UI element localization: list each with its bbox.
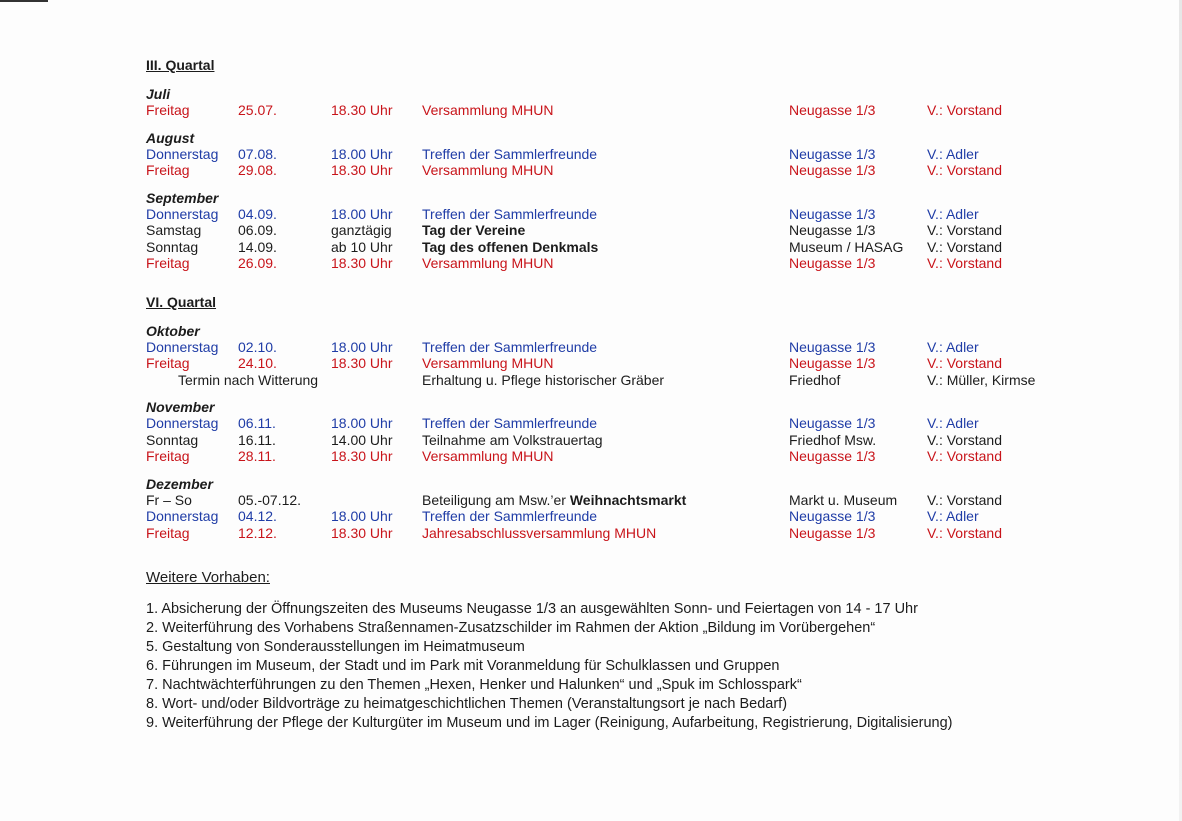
event-lead: V.: Adler <box>927 145 979 162</box>
event-lead: V.: Adler <box>927 508 979 524</box>
q3-schedule <box>146 86 1146 272</box>
event-time: 18.30 Uhr <box>331 524 393 541</box>
event-time: 18.30 Uhr <box>331 255 393 271</box>
event-lead: V.: Vorstand <box>927 162 1002 178</box>
event-day: Freitag <box>146 102 190 118</box>
event-place: Neugasse 1/3 <box>789 102 876 118</box>
month-name: Oktober <box>146 322 200 339</box>
event-date: 07.08. <box>238 145 277 162</box>
further-plan-item: 7. Nachtwächterführungen zu den Themen „Hexen, Henker und Halunken“ und „Spuk im Schlosspark“ <box>146 677 802 693</box>
event-time: 18.00 Uhr <box>331 415 393 431</box>
event-day: Samstag <box>146 222 202 238</box>
event-row <box>146 239 1146 256</box>
event-time: 18.30 Uhr <box>331 162 393 178</box>
event-text: Versammlung MHUN <box>422 255 554 271</box>
further-plan-item: 6. Führungen im Museum, der Stadt und im Park mit Voranmeldung für Schulklassen und Gruppen <box>146 658 780 674</box>
event-row <box>146 415 1146 432</box>
event-place: Neugasse 1/3 <box>789 222 876 238</box>
event-lead: V.: Müller, Kirmse <box>927 371 1036 388</box>
event-row <box>146 222 1146 239</box>
event-text: Treffen der Sammlerfreunde <box>422 508 598 524</box>
event-text: Erhaltung u. Pflege historischer Gräber <box>422 371 665 388</box>
event-lead: V.: Vorstand <box>927 431 1002 448</box>
event-row <box>146 102 1146 119</box>
further-plan-item: 1. Absicherung der Öffnungszeiten des Museums Neugasse 1/3 an ausgewählten Sonn- und Feiertagen von 14 - 17 Uhr <box>146 601 918 617</box>
further-plan-item: 5. Gestaltung von Sonderausstellungen im Heimatmuseum <box>146 639 525 655</box>
event-title <box>422 339 597 356</box>
event-title <box>422 239 598 256</box>
event-row <box>146 432 1146 449</box>
event-lead: V.: Vorstand <box>927 355 1002 371</box>
further-plan-item: 8. Wort- und/oder Bildvorträge zu heimatgeschichtlichen Themen (Veranstaltungsort je nach Bedarf) <box>146 696 788 712</box>
month-block <box>146 130 1146 179</box>
further-plan-item: 2. Weiterführung des Vorhabens Straßennamen-Zusatzschilder im Rahmen der Aktion „Bildung im Vorübergehen“ <box>146 620 876 636</box>
month-block <box>146 399 1146 465</box>
event-text: Treffen der Sammlerfreunde <box>422 145 598 162</box>
event-place: Neugasse 1/3 <box>789 448 876 464</box>
event-place: Neugasse 1/3 <box>789 205 876 222</box>
event-text-bold: Tag des offenen Denkmals <box>422 238 599 255</box>
event-place: Neugasse 1/3 <box>789 508 876 524</box>
event-place: Neugasse 1/3 <box>789 338 876 355</box>
event-lead: V.: Vorstand <box>927 491 1002 508</box>
event-lead: V.: Vorstand <box>927 102 1002 118</box>
event-title <box>422 355 553 372</box>
event-place: Neugasse 1/3 <box>789 162 876 178</box>
event-title <box>422 415 597 432</box>
month-name: August <box>146 129 195 146</box>
event-date: 16.11. <box>238 431 276 448</box>
event-time: ganztägig <box>331 222 392 238</box>
month-name: Juli <box>146 86 171 102</box>
event-text: Treffen der Sammlerfreunde <box>422 415 598 431</box>
further-plans-list <box>146 600 1146 733</box>
event-title <box>422 206 597 223</box>
event-day: Donnerstag <box>146 145 219 162</box>
event-text: Teilnahme am Volkstrauertag <box>422 431 603 448</box>
event-lead: V.: Adler <box>927 415 979 431</box>
event-title <box>422 525 656 542</box>
event-day: Sonntag <box>146 431 199 448</box>
event-text: Treffen der Sammlerfreunde <box>422 338 598 355</box>
event-date: 25.07. <box>238 102 277 118</box>
event-text: Beteiligung am Msw.’er <box>422 491 570 508</box>
event-day: Fr – So <box>146 491 192 508</box>
event-row <box>146 339 1146 356</box>
event-date: 04.09. <box>238 205 277 222</box>
document-page <box>146 57 1146 733</box>
event-day: Freitag <box>146 162 190 178</box>
quarter-heading-q4: VI. Quartal <box>146 293 217 310</box>
event-place: Markt u. Museum <box>789 491 898 508</box>
event-day: Sonntag <box>146 238 199 255</box>
event-row <box>146 206 1146 223</box>
event-time: 18.30 Uhr <box>331 102 393 118</box>
event-text-bold: Tag der Vereine <box>422 222 526 238</box>
month-name: November <box>146 399 215 415</box>
event-lead: V.: Vorstand <box>927 222 1002 238</box>
event-place: Neugasse 1/3 <box>789 355 876 371</box>
further-plans-heading: Weitere Vorhaben: <box>146 569 270 586</box>
event-date: 05.-07.12. <box>238 491 302 508</box>
event-title <box>422 146 597 163</box>
month-block <box>146 476 1146 542</box>
event-place: Museum / HASAG <box>789 238 904 255</box>
event-title <box>422 162 553 179</box>
event-place: Neugasse 1/3 <box>789 145 876 162</box>
event-title <box>422 222 525 239</box>
quarter-heading-q3: III. Quartal <box>146 57 215 73</box>
event-title <box>422 448 553 465</box>
event-date: 04.12. <box>238 508 277 524</box>
event-date: 26.09. <box>238 255 277 271</box>
event-text: Versammlung MHUN <box>422 102 554 118</box>
event-day: Donnerstag <box>146 508 219 524</box>
event-time: 18.00 Uhr <box>331 508 393 524</box>
q4-schedule <box>146 323 1146 542</box>
scan-mark <box>0 0 48 2</box>
event-row <box>146 355 1146 372</box>
event-day: Freitag <box>146 355 190 371</box>
event-lead: V.: Vorstand <box>927 448 1002 464</box>
event-lead: V.: Vorstand <box>927 524 1002 541</box>
event-time: 18.30 Uhr <box>331 355 393 371</box>
event-row <box>146 255 1146 272</box>
event-date: 14.09. <box>238 238 277 255</box>
month-block <box>146 323 1146 389</box>
event-time: 14.00 Uhr <box>331 431 393 448</box>
event-time: 18.30 Uhr <box>331 448 393 464</box>
event-time: ab 10 Uhr <box>331 238 393 255</box>
event-date: 06.11. <box>238 415 276 431</box>
month-name: September <box>146 189 219 206</box>
event-day: Freitag <box>146 448 190 464</box>
event-day: Donnerstag <box>146 205 219 222</box>
event-date: 28.11. <box>238 448 276 464</box>
event-place: Friedhof <box>789 371 841 388</box>
event-lead: V.: Vorstand <box>927 255 1002 271</box>
event-text: Versammlung MHUN <box>422 355 554 371</box>
event-day: Donnerstag <box>146 415 219 431</box>
event-day: Freitag <box>146 255 190 271</box>
event-note: Termin nach Witterung <box>178 371 319 388</box>
event-title <box>422 255 553 272</box>
event-text: Versammlung MHUN <box>422 448 554 464</box>
event-text: Versammlung MHUN <box>422 162 554 178</box>
event-place: Friedhof Msw. <box>789 431 877 448</box>
event-text: Treffen der Sammlerfreunde <box>422 205 598 222</box>
event-title <box>422 102 553 119</box>
event-date: 29.08. <box>238 162 277 178</box>
event-time: 18.00 Uhr <box>331 205 393 222</box>
event-lead: V.: Vorstand <box>927 238 1002 255</box>
event-date: 12.12. <box>238 524 277 541</box>
month-name: Dezember <box>146 475 213 492</box>
event-place: Neugasse 1/3 <box>789 524 876 541</box>
event-lead: V.: Adler <box>927 338 979 355</box>
event-title <box>422 492 686 509</box>
event-time: 18.00 Uhr <box>331 338 393 355</box>
event-title <box>422 372 664 389</box>
event-day: Freitag <box>146 524 190 541</box>
event-title <box>422 508 597 525</box>
event-row <box>146 508 1146 525</box>
event-place: Neugasse 1/3 <box>789 415 876 431</box>
event-row <box>146 448 1146 465</box>
month-block <box>146 86 1146 119</box>
event-date: 02.10. <box>238 338 277 355</box>
event-row <box>146 146 1146 163</box>
event-row <box>146 162 1146 179</box>
event-title <box>422 432 603 449</box>
event-place: Neugasse 1/3 <box>789 255 876 271</box>
event-text-bold: Weihnachtsmarkt <box>569 491 687 508</box>
event-day: Donnerstag <box>146 338 219 355</box>
month-block <box>146 190 1146 272</box>
event-text: Jahresabschlussversammlung MHUN <box>422 524 657 541</box>
further-plan-item: 9. Weiterführung der Pflege der Kulturgüter im Museum und im Lager (Reinigung, Aufarbeitung, Registrierung, Digitalisierung) <box>146 715 953 731</box>
event-row <box>146 525 1146 542</box>
event-time: 18.00 Uhr <box>331 145 393 162</box>
event-date: 06.09. <box>238 222 277 238</box>
event-row <box>146 372 1146 389</box>
event-date: 24.10. <box>238 355 277 371</box>
event-lead: V.: Adler <box>927 205 979 222</box>
event-row <box>146 492 1146 509</box>
